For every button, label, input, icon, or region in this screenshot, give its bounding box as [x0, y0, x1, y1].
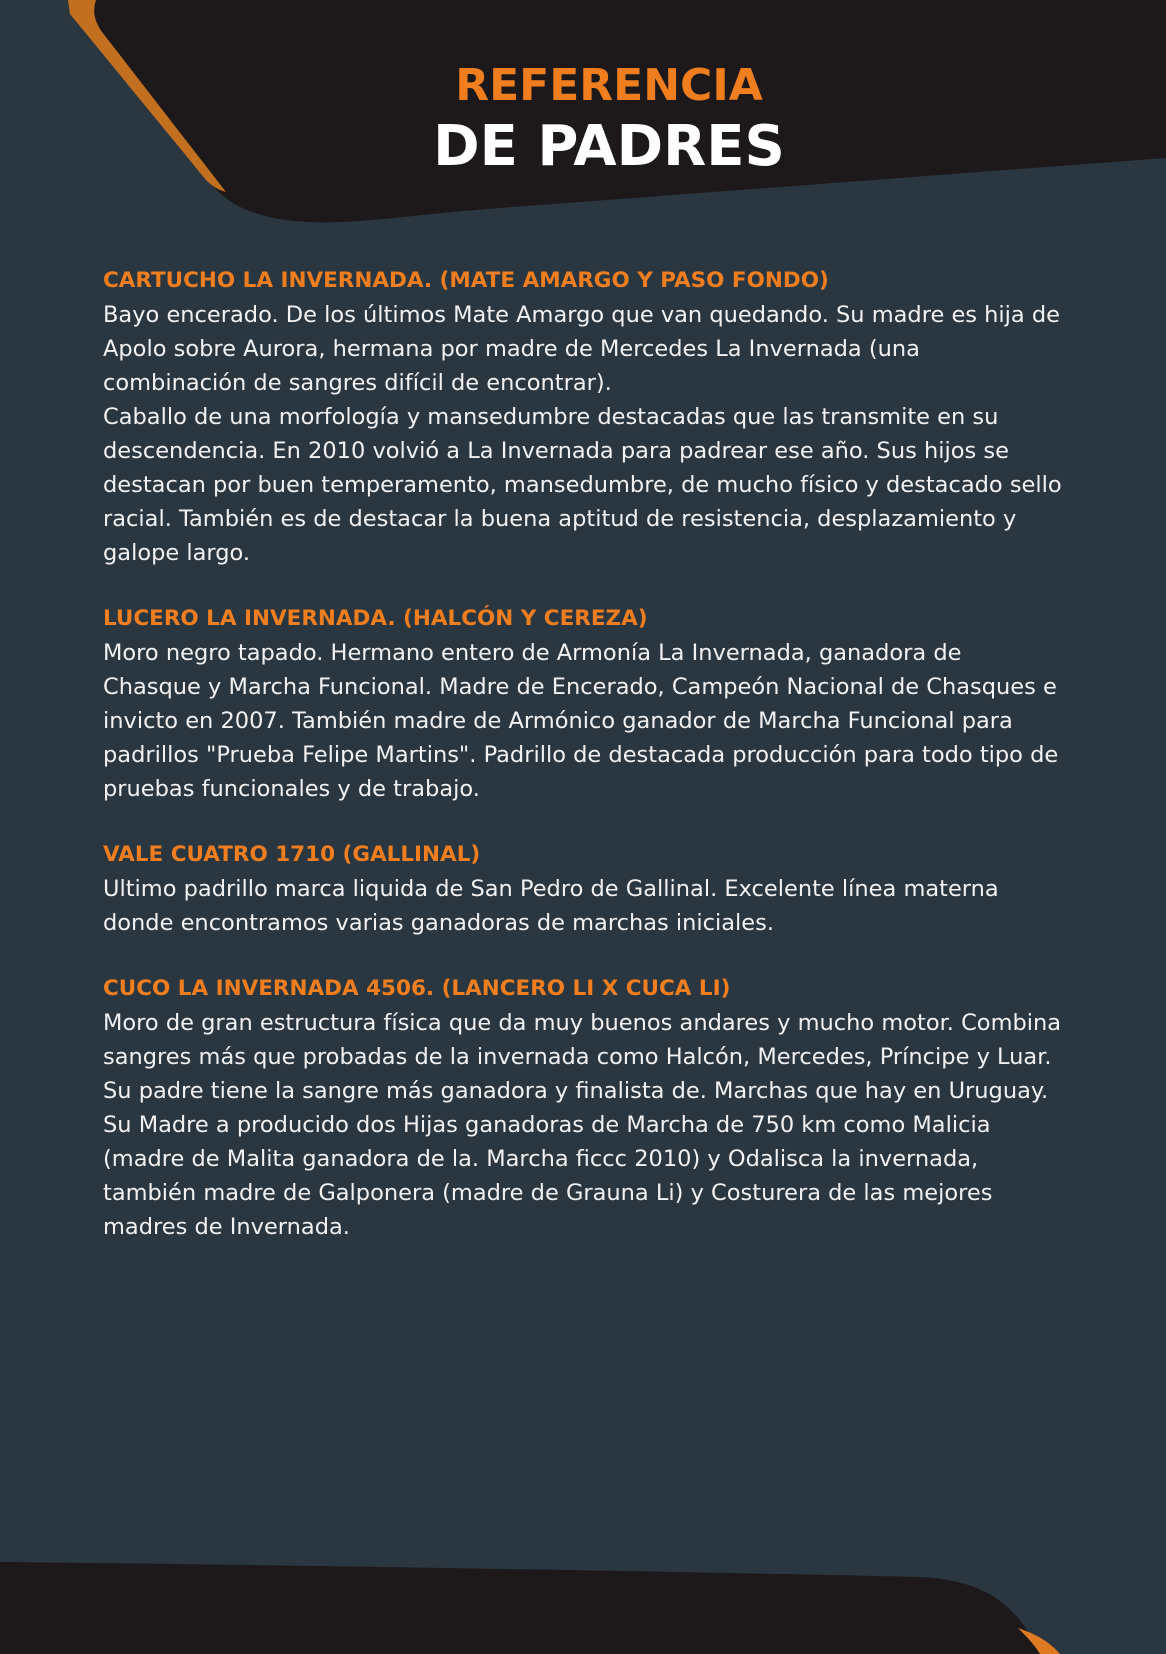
- sire-title: CUCO LA INVERNADA 4506. (LANCERO LI X CUCA LI): [103, 976, 731, 1001]
- page-title-line1: REFERENCIA: [455, 60, 763, 111]
- sire-description: Caballo de una morfología y mansedumbre destacadas que las transmite en su descendencia. En 2010 volvió a La Invernada para padrear ese año. Sus hijos se destacan por buen temperamento, mansedumbre, de mucho físico y destacado sello racial. También es de destacar la buena aptitud de resistencia, desplazamiento y galope largo.: [103, 404, 1062, 566]
- header: [0, 58, 1166, 180]
- sire-entry-vale-cuatro: [103, 838, 1063, 940]
- sire-description: Bayo encerado. De los últimos Mate Amargo que van quedando. Su madre es hija de Apolo sobre Aurora, hermana por madre de Mercedes La Invernada (una combinación de sangres difícil de encontrar).: [103, 302, 1060, 396]
- sire-description: Moro de gran estructura física que da muy buenos andares y mucho motor. Combina sangres más que probadas de la invernada como Halcón, Mercedes, Príncipe y Luar. Su padre tiene la sangre más ganadora y finalista de. Marchas que hay en Uruguay. Su Madre a producido dos Hijas ganadoras de Marcha de 750 km como Malicia (madre de Malita ganadora de la. Marcha ficcc 2010) y Odalisca la invernada, también madre de Galponera (madre de Grauna Li) y Costurera de las mejores madres de Invernada.: [103, 1010, 1062, 1240]
- sire-entry-cartucho: [103, 264, 1063, 570]
- sire-entry-cuco: [103, 972, 1063, 1244]
- sire-description: Moro negro tapado. Hermano entero de Armonía La Invernada, ganadora de Chasque y Marcha Funcional. Madre de Encerado, Campeón Nacional de Chasques e invicto en 2007. También madre de Armónico ganador de Marcha Funcional para padrillos "Prueba Felipe Martins". Padrillo de destacada producción para todo tipo de pruebas funcionales y de trabajo.: [103, 640, 1059, 802]
- sire-title: CARTUCHO LA INVERNADA. (MATE AMARGO Y PASO FONDO): [103, 268, 829, 293]
- sire-title: VALE CUATRO 1710 (GALLINAL): [103, 842, 481, 867]
- sire-title: LUCERO LA INVERNADA. (HALCÓN Y CEREZA): [103, 606, 648, 631]
- sire-description: Ultimo padrillo marca liquida de San Pedro de Gallinal. Excelente línea materna donde encontramos varias ganadoras de marchas iniciales.: [103, 876, 999, 936]
- sires-list: [103, 264, 1063, 1276]
- footer-band-shape: [0, 1562, 1040, 1654]
- sire-entry-lucero: [103, 602, 1063, 806]
- page-title-line2: DE PADRES: [433, 114, 785, 179]
